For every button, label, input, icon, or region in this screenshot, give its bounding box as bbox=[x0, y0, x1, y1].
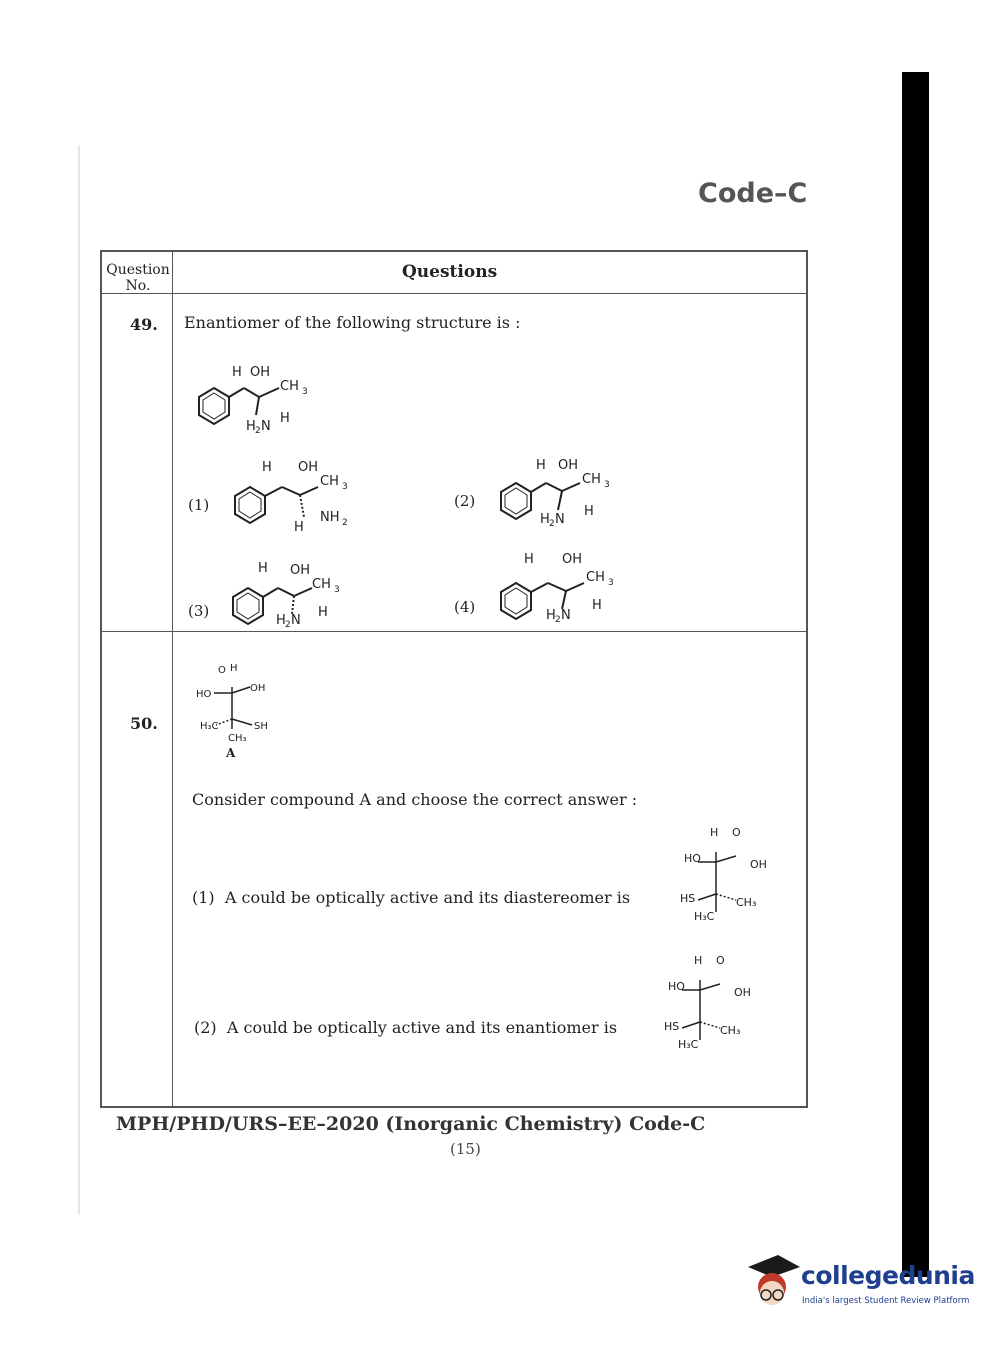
q50-option-2 bbox=[194, 1018, 617, 1037]
svg-text:CH₃: CH₃ bbox=[228, 733, 247, 744]
svg-text:H: H bbox=[262, 460, 272, 475]
svg-text:O: O bbox=[732, 826, 741, 839]
logo-wordmark: collegedunia bbox=[801, 1261, 975, 1290]
svg-text:H: H bbox=[230, 663, 238, 674]
svg-text:H: H bbox=[276, 613, 286, 628]
svg-text:CH₃: CH₃ bbox=[720, 1024, 741, 1037]
q49-structure bbox=[184, 360, 324, 440]
q49-option-2-structure bbox=[488, 455, 628, 530]
svg-text:N: N bbox=[561, 608, 571, 623]
q50-option-1-number: (1) bbox=[192, 888, 215, 907]
scan-black-border bbox=[902, 72, 929, 1277]
svg-text:H: H bbox=[318, 605, 328, 620]
svg-text:2: 2 bbox=[549, 519, 555, 529]
svg-text:3: 3 bbox=[342, 482, 348, 492]
svg-text:2: 2 bbox=[285, 620, 291, 629]
column-header-questions: Questions bbox=[402, 262, 498, 282]
svg-text:H: H bbox=[710, 826, 719, 839]
svg-text:H₃C: H₃C bbox=[678, 1038, 699, 1051]
svg-text:O: O bbox=[218, 665, 226, 676]
svg-text:CH: CH bbox=[582, 472, 601, 487]
svg-text:H: H bbox=[584, 504, 594, 519]
q49-option-3-structure bbox=[220, 554, 360, 629]
paper-code: Code–C bbox=[698, 178, 808, 209]
q50-compound-label: A bbox=[226, 746, 236, 760]
column-divider bbox=[172, 252, 173, 1106]
svg-text:3: 3 bbox=[302, 387, 308, 397]
svg-text:CH: CH bbox=[320, 474, 339, 489]
q50-option-1-text: A could be optically active and its diastereomer is bbox=[224, 888, 631, 907]
header-divider bbox=[102, 293, 806, 294]
svg-text:3: 3 bbox=[334, 585, 340, 595]
q50-option-2-structure bbox=[660, 950, 760, 1060]
svg-text:H₃C: H₃C bbox=[200, 721, 219, 732]
svg-text:HS: HS bbox=[680, 892, 696, 905]
svg-text:OH: OH bbox=[750, 858, 767, 871]
svg-text:HO: HO bbox=[668, 980, 685, 993]
svg-text:O: O bbox=[716, 954, 725, 967]
svg-text:3: 3 bbox=[608, 578, 614, 588]
exam-footer: MPH/PHD/URS–EE–2020 (Inorganic Chemistry) Code-C bbox=[116, 1113, 706, 1135]
q49-option-1: (1) bbox=[188, 496, 210, 514]
q49-option-4: (4) bbox=[454, 598, 476, 616]
svg-text:H: H bbox=[246, 419, 256, 434]
question-table bbox=[100, 250, 808, 1108]
svg-text:H: H bbox=[546, 608, 556, 623]
svg-text:SH: SH bbox=[254, 721, 268, 732]
question-49-number: 49. bbox=[130, 315, 158, 334]
svg-text:OH: OH bbox=[250, 683, 266, 694]
q50-option-1-structure bbox=[676, 822, 776, 932]
q50-option-2-text: A could be optically active and its enantiomer is bbox=[226, 1018, 618, 1037]
svg-text:N: N bbox=[261, 419, 271, 434]
svg-text:2: 2 bbox=[555, 615, 561, 625]
row-divider bbox=[102, 631, 806, 632]
svg-text:H: H bbox=[258, 561, 268, 576]
svg-text:H: H bbox=[294, 520, 304, 535]
svg-text:H: H bbox=[592, 598, 602, 613]
svg-text:2: 2 bbox=[342, 518, 348, 528]
svg-text:OH: OH bbox=[558, 458, 579, 473]
svg-text:CH: CH bbox=[312, 577, 331, 592]
svg-text:2: 2 bbox=[255, 426, 261, 436]
svg-text:H: H bbox=[536, 458, 546, 473]
svg-text:N: N bbox=[555, 512, 565, 527]
mascot-icon bbox=[744, 1253, 800, 1317]
svg-text:H: H bbox=[280, 411, 290, 426]
svg-text:HS: HS bbox=[664, 1020, 680, 1033]
svg-text:CH₃: CH₃ bbox=[736, 896, 757, 909]
logo-tagline: India's largest Student Review Platform bbox=[802, 1296, 970, 1306]
question-50-text: Consider compound A and choose the correct answer : bbox=[192, 790, 638, 809]
svg-text:OH: OH bbox=[734, 986, 751, 999]
scan-edge bbox=[78, 145, 80, 1215]
svg-text:OH: OH bbox=[250, 365, 271, 380]
q50-option-1 bbox=[192, 888, 630, 907]
svg-text:3: 3 bbox=[604, 480, 610, 490]
svg-text:H: H bbox=[694, 954, 703, 967]
svg-text:OH: OH bbox=[290, 563, 311, 578]
svg-text:HO: HO bbox=[684, 852, 701, 865]
question-50-number: 50. bbox=[130, 714, 158, 733]
question-49-text: Enantiomer of the following structure is : bbox=[184, 313, 521, 332]
q49-option-4-structure bbox=[488, 547, 628, 625]
svg-text:H: H bbox=[540, 512, 550, 527]
svg-text:H: H bbox=[524, 552, 534, 567]
q50-compound-a-structure bbox=[194, 657, 294, 757]
collegedunia-logo[interactable] bbox=[744, 1253, 974, 1323]
svg-text:CH: CH bbox=[280, 379, 299, 394]
svg-text:N: N bbox=[291, 613, 301, 628]
page-number: (15) bbox=[450, 1140, 481, 1158]
svg-text:OH: OH bbox=[562, 552, 583, 567]
q50-option-2-number: (2) bbox=[194, 1018, 217, 1037]
svg-text:H₃C: H₃C bbox=[694, 910, 715, 923]
q49-option-2: (2) bbox=[454, 492, 476, 510]
svg-text:OH: OH bbox=[298, 460, 319, 475]
column-header-question-no: Question No. bbox=[106, 262, 170, 294]
svg-text:CH: CH bbox=[586, 570, 605, 585]
q49-option-1-structure bbox=[220, 457, 370, 537]
svg-text:NH: NH bbox=[320, 510, 340, 525]
svg-text:H: H bbox=[232, 365, 242, 380]
svg-text:HO: HO bbox=[196, 689, 212, 700]
q49-option-3: (3) bbox=[188, 602, 210, 620]
